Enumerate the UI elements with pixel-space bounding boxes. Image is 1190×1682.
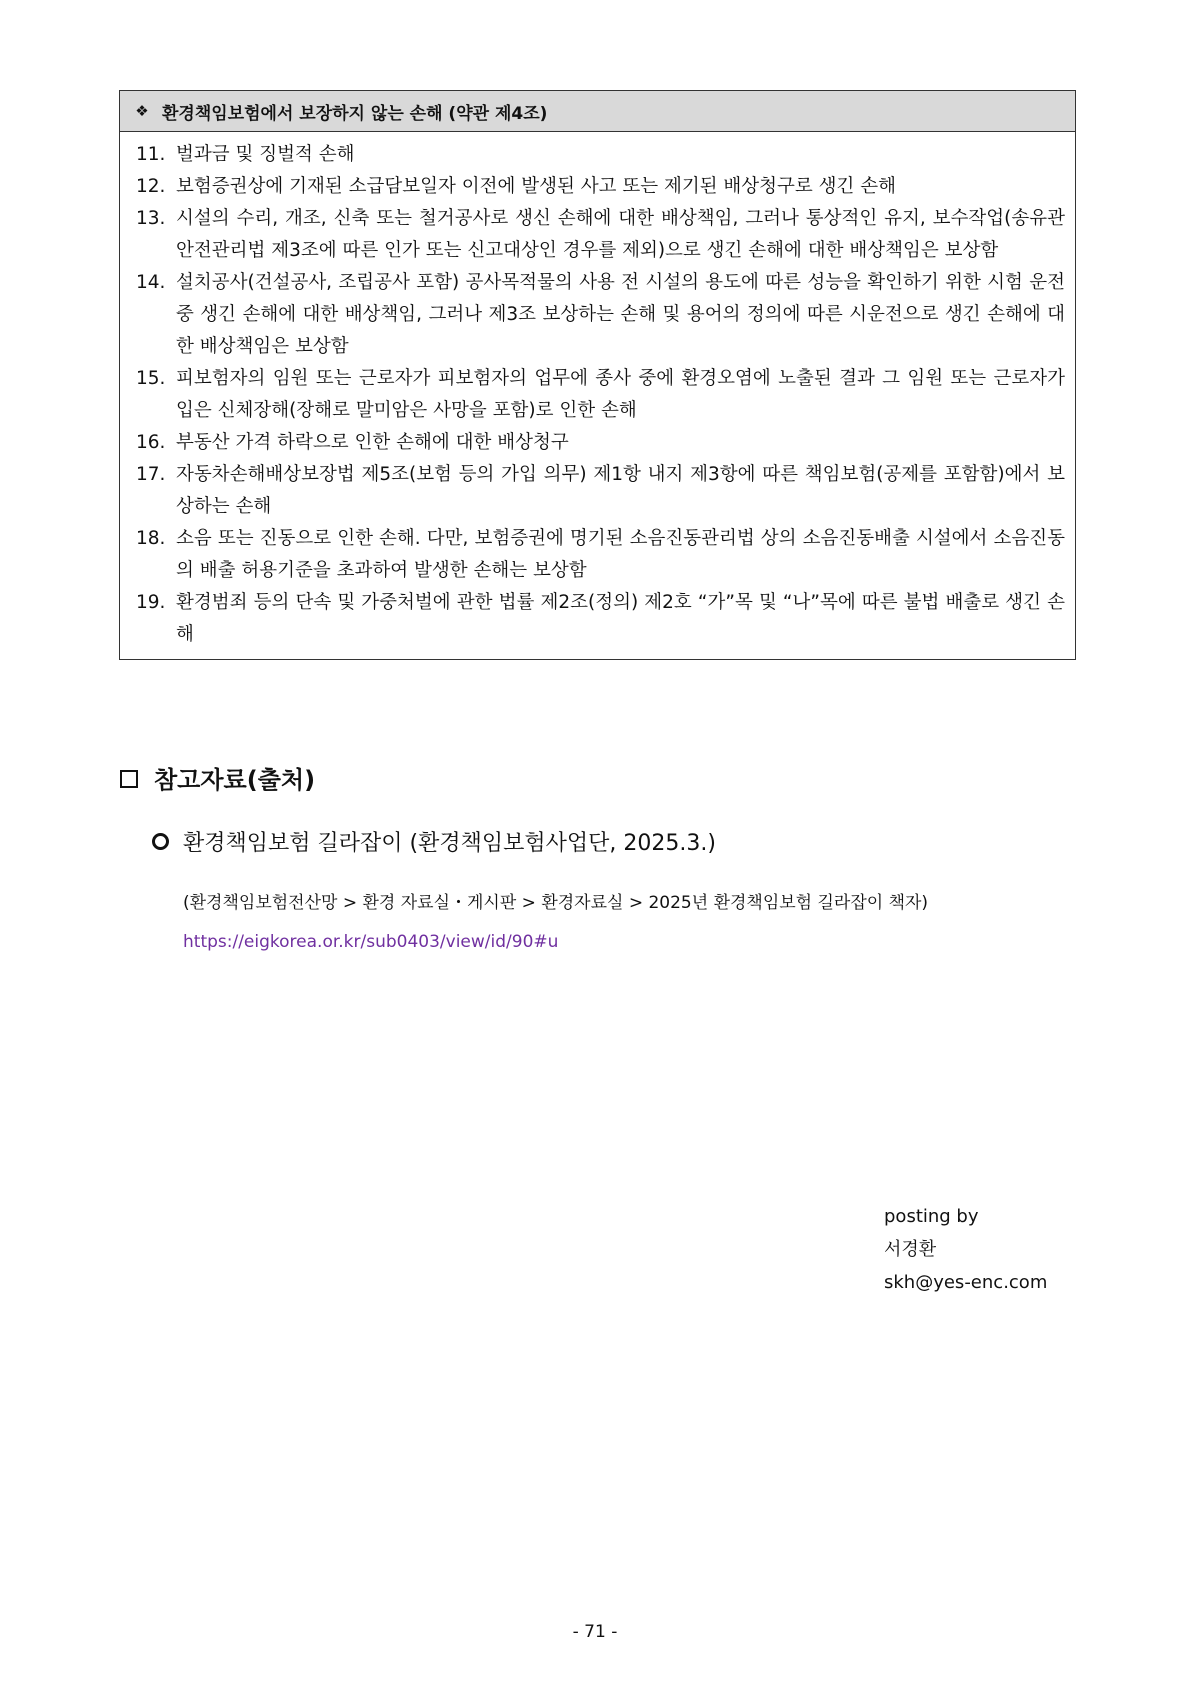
exclusion-item (136, 427, 1065, 459)
exclusion-item-text: 시설의 수리, 개조, 신축 또는 철거공사로 생신 손해에 대한 배상책임, 그러나 통상적인 유지, 보수작업(송유관 안전관리법 제3조에 따른 인가 또는 신고대상인 경우를 제외)으로 생긴 손해에 대한 배상책임은 보상함 (176, 208, 1065, 261)
exclusion-item-number: 19. (136, 592, 166, 613)
posting-author-email: skh@yes-enc.com (884, 1272, 1048, 1293)
exclusion-item-text: 보험증권상에 기재된 소급담보일자 이전에 발생된 사고 또는 제기된 배상청구로 생긴 손해 (176, 176, 897, 197)
exclusion-item (136, 587, 1065, 651)
exclusion-table-header (120, 91, 1075, 132)
reference-item (152, 826, 716, 857)
square-bullet-icon (120, 770, 138, 788)
exclusion-item-text: 소음 또는 진동으로 인한 손해. 다만, 보험증권에 명기된 소음진동관리법 상의 소음진동배출 시설에서 소음진동의 배출 허용기준을 초과하여 발생한 손해는 보상함 (176, 528, 1065, 581)
posting-by-label: posting by (884, 1206, 979, 1227)
exclusion-item-text: 부동산 가격 하락으로 인한 손해에 대한 배상청구 (176, 432, 569, 453)
references-heading-text: 참고자료(출처) (154, 766, 316, 794)
reference-link[interactable]: https://eigkorea.or.kr/sub0403/view/id/90#u (183, 932, 559, 952)
posting-info (884, 1200, 1047, 1299)
exclusion-item (136, 363, 1065, 427)
exclusion-item-text: 설치공사(건설공사, 조립공사 포함) 공사목적물의 사용 전 시설의 용도에 따른 성능을 확인하기 위한 시험 운전 중 생긴 손해에 대한 배상책임, 그러나 제3조 보상하는 손해 및 용어의 정의에 따른 시운전으로 생긴 손해에 대한 배상책임은 보상함 (176, 272, 1065, 357)
exclusion-table (119, 90, 1076, 660)
posting-author-name: 서경환 (884, 1239, 937, 1260)
exclusion-item (136, 523, 1065, 587)
reference-path: (환경책임보험전산망 > 환경 자료실・게시판 > 환경자료실 > 2025년 환경책임보험 길라잡이 책자) (183, 893, 929, 913)
page-number: - 71 - (572, 1622, 618, 1642)
exclusion-item-number: 16. (136, 432, 166, 453)
exclusion-item-number: 18. (136, 528, 166, 549)
exclusion-item-text: 자동차손해배상보장법 제5조(보험 등의 가입 의무) 제1항 내지 제3항에 따른 책임보험(공제를 포함함)에서 보상하는 손해 (176, 464, 1065, 517)
exclusion-item-number: 15. (136, 368, 166, 389)
exclusion-item-number: 12. (136, 176, 166, 197)
diamond-bullet-icon: ❖ (135, 102, 149, 120)
exclusion-item-text: 환경범죄 등의 단속 및 가중처벌에 관한 법률 제2조(정의) 제2호 “가”목 및 “나”목에 따른 불법 배출로 생긴 손해 (176, 592, 1065, 645)
exclusion-item-number: 13. (136, 208, 166, 229)
exclusion-item (136, 459, 1065, 523)
exclusion-table-title: 환경책임보험에서 보장하지 않는 손해 (약관 제4조) (162, 103, 548, 124)
exclusion-item-text: 피보험자의 임원 또는 근로자가 피보험자의 업무에 종사 중에 환경오염에 노출된 결과 그 임원 또는 근로자가 입은 신체장해(장해로 말미암은 사망을 포함)로 인한 손해 (176, 368, 1065, 421)
exclusion-item (136, 203, 1065, 267)
circle-bullet-icon (152, 833, 169, 850)
exclusion-item (136, 171, 1065, 203)
exclusion-list (120, 132, 1075, 659)
reference-title: 환경책임보험 길라잡이 (환경책임보험사업단, 2025.3.) (183, 831, 716, 856)
references-heading (120, 760, 315, 795)
exclusion-item-number: 14. (136, 272, 166, 293)
exclusion-item (136, 139, 1065, 171)
exclusion-item-text: 벌과금 및 징벌적 손해 (176, 144, 355, 165)
exclusion-item-number: 17. (136, 464, 166, 485)
exclusion-item-number: 11. (136, 144, 166, 165)
exclusion-item (136, 267, 1065, 363)
